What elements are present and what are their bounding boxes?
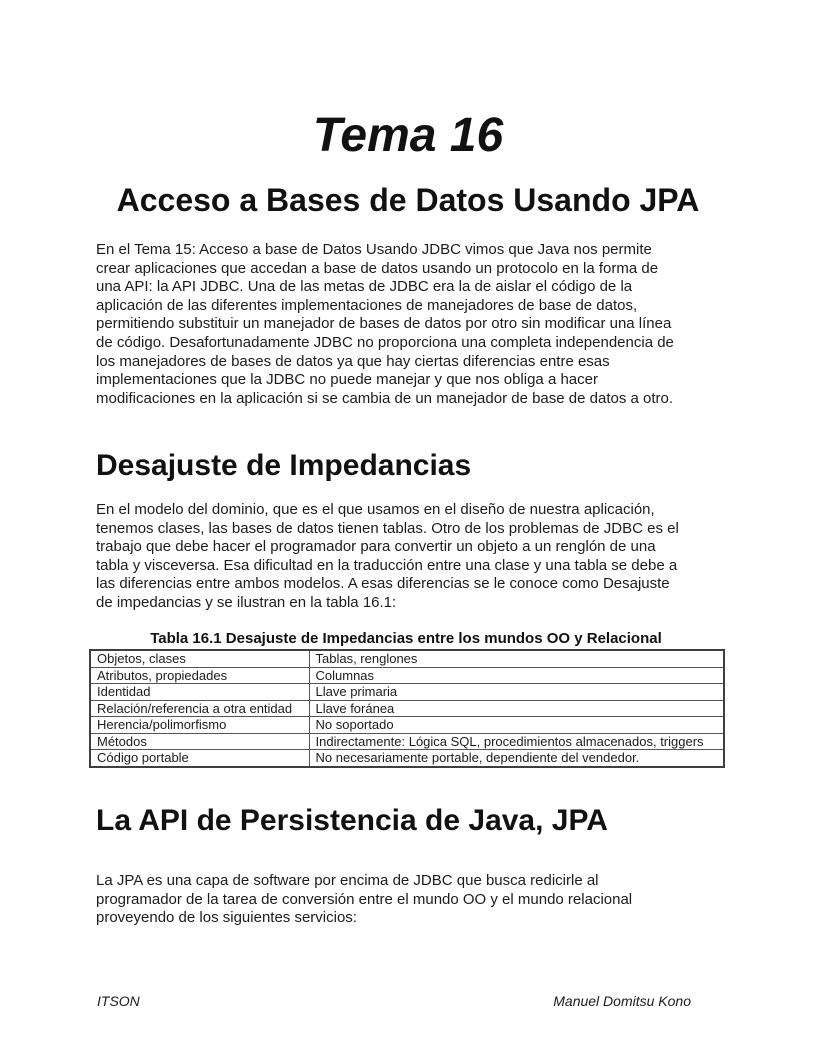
impedance-paragraph [96, 501, 736, 613]
table-cell-oo: Identidad [90, 684, 309, 701]
paragraph-line: En el modelo del dominio, que es el que usamos en el diseño de nuestra aplicación, [96, 501, 655, 518]
intro-paragraph [96, 241, 736, 408]
table-cell-relational: Indirectamente: Lógica SQL, procedimientos almacenados, triggers [309, 733, 724, 750]
section-heading-desajuste: Desajuste de Impedancias [96, 449, 472, 482]
paragraph-line: programador de la tarea de conversión entre el mundo OO y el mundo relacional [96, 890, 633, 908]
table-cell-oo: Objetos, clases [90, 650, 309, 667]
table-row [90, 750, 724, 767]
impedance-table [89, 649, 725, 768]
table-cell-relational: Tablas, renglones [309, 650, 724, 667]
footer-author: Manuel Domitsu Kono [553, 993, 691, 1009]
paragraph-line: En el Tema 15: Acceso a base de Datos Usando JDBC vimos que Java nos permite [96, 241, 652, 258]
footer-institution: ITSON [97, 993, 140, 1009]
paragraph-line: crear aplicaciones que accedan a base de datos usando un protocolo en la forma de [96, 259, 659, 277]
table-cell-relational: No necesariamente portable, dependiente del vendedor. [309, 750, 724, 767]
section-heading-jpa: La API de Persistencia de Java, JPA [96, 804, 608, 837]
paragraph-line: permitiendo substituir un manejador de bases de datos por otro sin modificar una línea [96, 315, 672, 333]
jpa-paragraph [96, 872, 736, 928]
table-cell-relational: Columnas [309, 667, 724, 684]
paragraph-line: los manejadores de bases de datos ya que hay ciertas diferencias entre esas [96, 352, 610, 370]
paragraph-line: trabajo que debe hacer el programador para convertir un objeto a un renglón de una [96, 538, 656, 556]
table-row [90, 667, 724, 684]
paragraph-line: tabla y visceversa. Esa dificultad en la traducción entre una clase y una tabla se debe a [96, 556, 678, 574]
table-cell-relational: Llave primaria [309, 684, 724, 701]
table-cell-oo: Herencia/polimorfismo [90, 717, 309, 734]
table-row [90, 700, 724, 717]
page-subtitle: Acceso a Bases de Datos Usando JPA [116, 182, 700, 218]
table-cell-oo: Métodos [90, 733, 309, 750]
table-row [90, 650, 724, 667]
paragraph-line: tenemos clases, las bases de datos tienen tablas. Otro de los problemas de JDBC es el [96, 519, 679, 537]
table-cell-oo: Relación/referencia a otra entidad [90, 700, 309, 717]
table-cell-oo: Atributos, propiedades [90, 667, 309, 684]
table-cell-relational: No soportado [309, 717, 724, 734]
table-row [90, 717, 724, 734]
paragraph-line: implementaciones que la JDBC no puede manejar y que nos obliga a hacer [96, 371, 598, 389]
paragraph-line: aplicación de las diferentes implementaciones de manejadores de base de datos, [96, 296, 638, 314]
paragraph-line: La JPA es una capa de software por encima de JDBC que busca redicirle al [96, 872, 599, 889]
table-caption: Tabla 16.1 Desajuste de Impedancias entre los mundos OO y Relacional [150, 630, 662, 647]
paragraph-line: modificaciones en la aplicación si se cambia de un manejador de base de datos a otro. [96, 389, 674, 407]
table-row [90, 733, 724, 750]
paragraph-line: las diferencias entre ambos modelos. A esas diferencias se le conoce como Desajuste [96, 575, 670, 593]
table-cell-relational: Llave foránea [309, 700, 724, 717]
table-cell-oo: Código portable [90, 750, 309, 767]
table-row [90, 684, 724, 701]
paragraph-line: de código. Desafortunadamente JDBC no proporciona una completa independencia de [96, 333, 674, 351]
paragraph-line: de impedancias y se ilustran en la tabla 16.1: [96, 593, 397, 611]
paragraph-line: una API: la API JDBC. Una de las metas de JDBC era la de aislar el código de la [96, 278, 633, 296]
page-title: Tema 16 [312, 109, 504, 162]
paragraph-line: proveyendo de los siguientes servicios: [96, 909, 357, 927]
